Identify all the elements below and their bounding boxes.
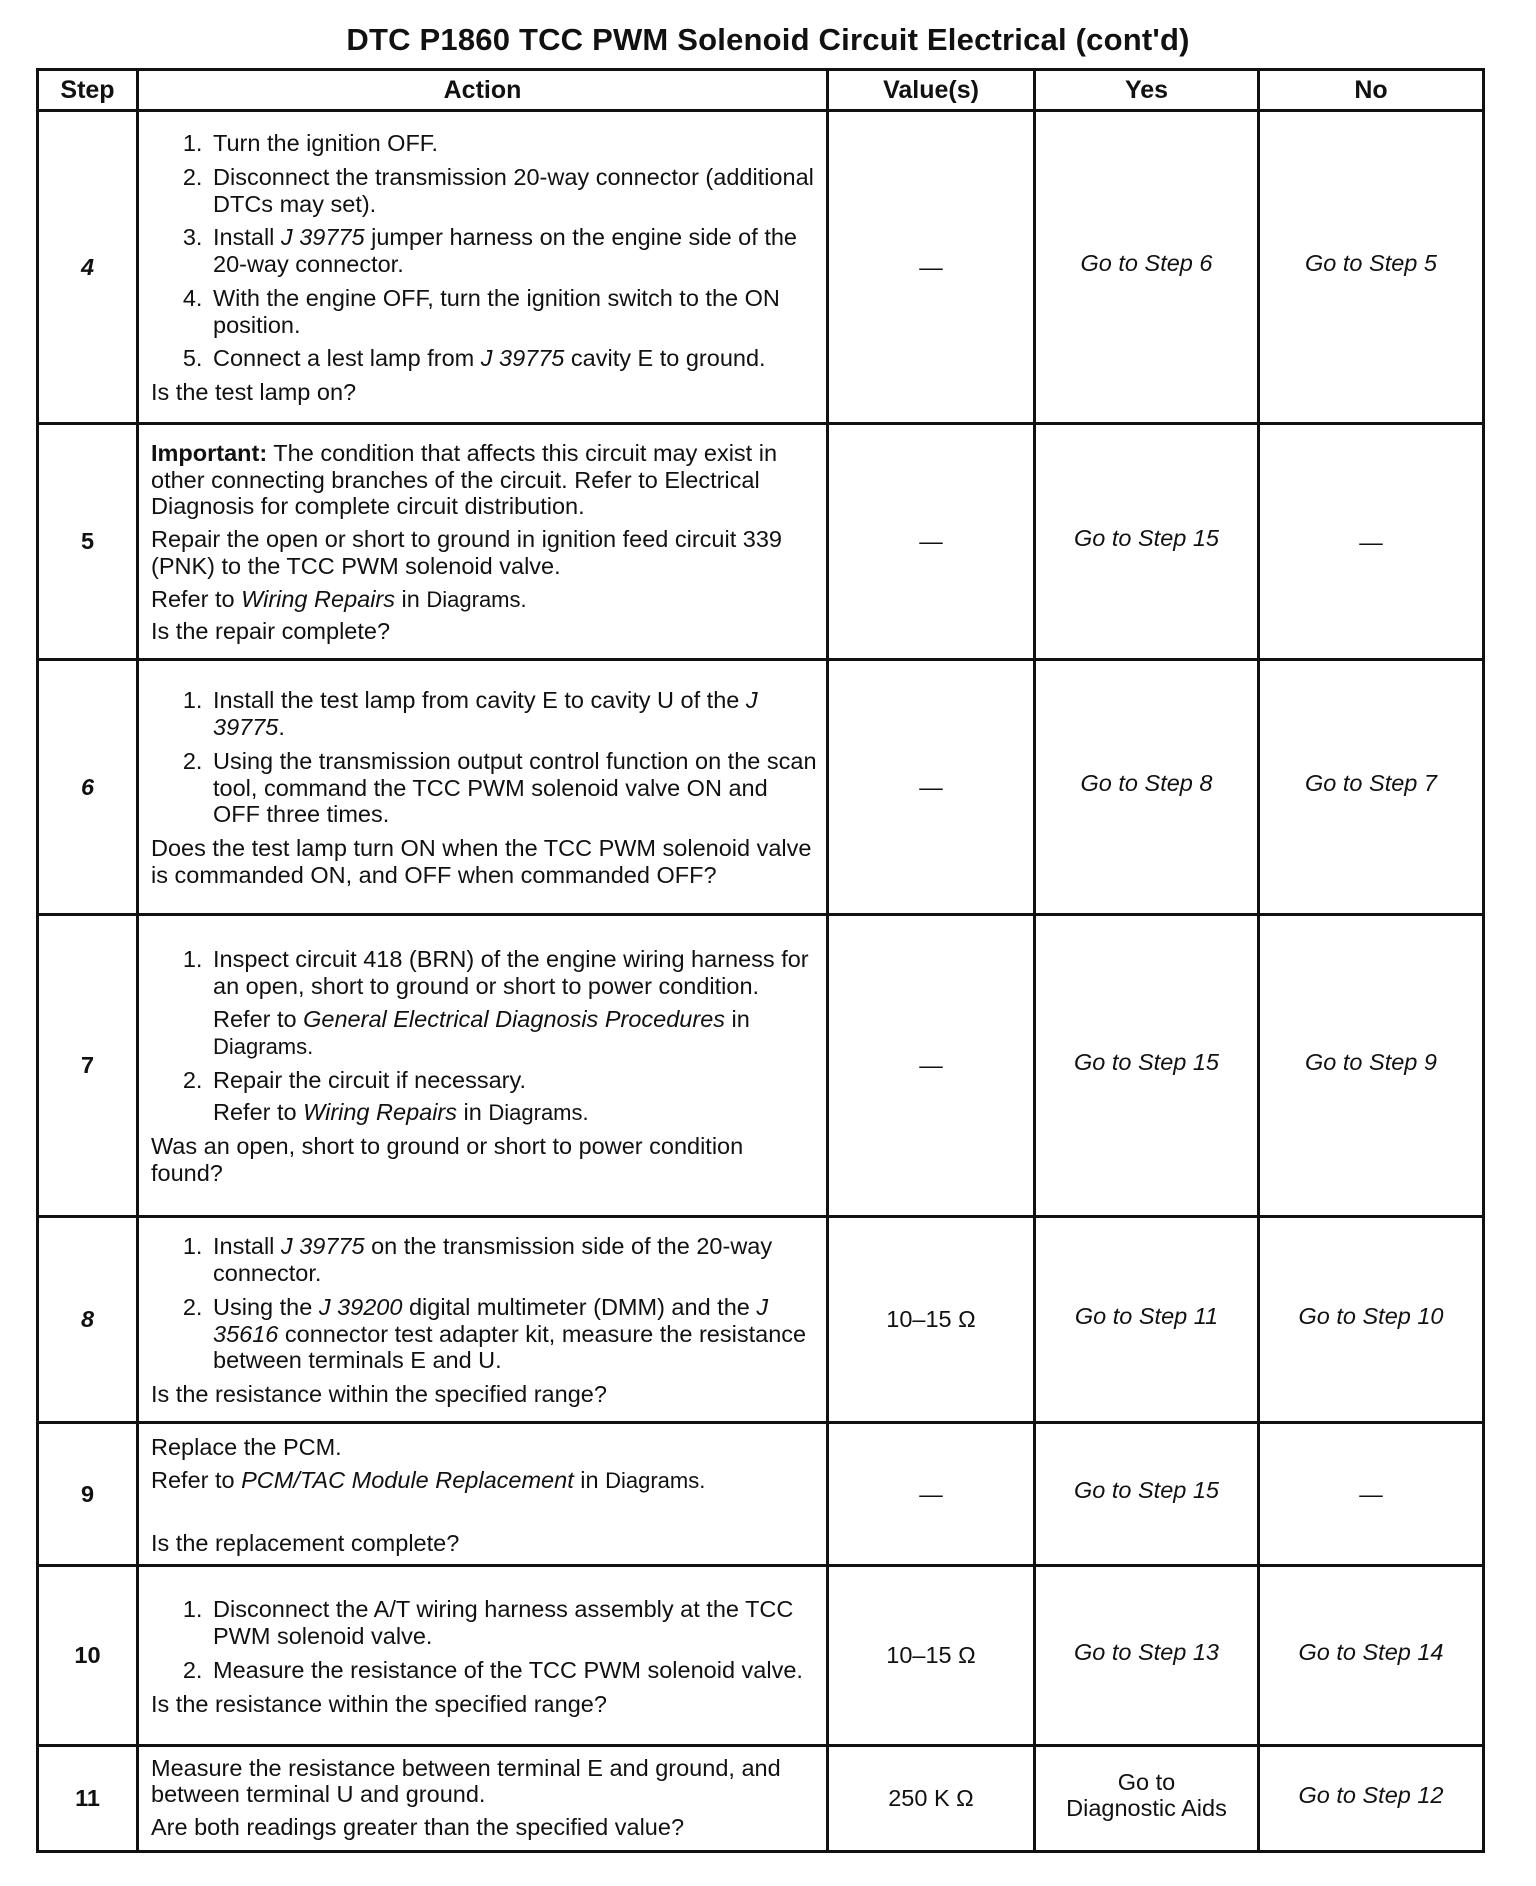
value-cell: —	[828, 111, 1035, 424]
yes-cell: Go to Step 13	[1035, 1566, 1259, 1746]
yes-cell: Go to Step 15	[1035, 915, 1259, 1217]
action-text: Replace the PCM.	[151, 1434, 342, 1460]
tool-reference: J 39775	[213, 687, 758, 741]
manual-reference: Wiring Repairs	[241, 585, 396, 612]
step-number: 9	[38, 1423, 138, 1566]
no-cell: Go to Step 7	[1259, 660, 1484, 915]
action-question: Is the test lamp on?	[151, 379, 357, 406]
table-row	[38, 1566, 1484, 1746]
table-header-row	[38, 70, 1484, 111]
action-cell	[138, 1423, 828, 1566]
value-cell: 10–15 Ω	[828, 1217, 1035, 1423]
step-number: 11	[38, 1746, 138, 1852]
value-cell: —	[828, 915, 1035, 1217]
value-cell: 250 K Ω	[828, 1746, 1035, 1852]
table-row	[38, 424, 1484, 660]
step-number: 8	[38, 1217, 138, 1423]
header-step: Step	[38, 70, 138, 111]
action-question: Is the resistance within the specified range?	[151, 1381, 607, 1408]
no-cell: —	[1259, 424, 1484, 660]
step-number: 6	[38, 660, 138, 915]
value-cell: —	[828, 424, 1035, 660]
table-row	[38, 1423, 1484, 1566]
action-question: Is the replacement complete?	[151, 1529, 460, 1556]
table-row	[38, 1746, 1484, 1852]
yes-line: Diagnostic Aids	[1066, 1795, 1227, 1822]
action-cell	[138, 111, 828, 424]
table-row	[38, 1217, 1484, 1423]
value-cell: 10–15 Ω	[828, 1566, 1035, 1746]
manual-reference: General Electrical Diagnosis Procedures	[303, 1005, 726, 1032]
manual-reference: Wiring Repairs	[303, 1099, 458, 1126]
action-cell	[138, 915, 828, 1217]
refer-text: Refer to PCM/TAC Module Replacement in Diagrams.	[151, 1466, 706, 1493]
header-yes: Yes	[1035, 70, 1259, 111]
no-cell: Go to Step 5	[1259, 111, 1484, 424]
no-cell: Go to Step 14	[1259, 1566, 1484, 1746]
action-cell	[138, 1746, 828, 1852]
tool-reference: J 39775	[480, 345, 565, 372]
action-list	[151, 687, 818, 828]
step-number: 7	[38, 915, 138, 1217]
action-question: Is the resistance within the specified range?	[151, 1690, 607, 1717]
refer-text: Refer to Wiring Repairs in Diagrams.	[151, 585, 527, 612]
tool-reference: J 39775	[280, 224, 365, 251]
action-cell	[138, 1566, 828, 1746]
yes-cell: Go to Step 15	[1035, 424, 1259, 660]
page-title: DTC P1860 TCC PWM Solenoid Circuit Electrical (cont'd)	[346, 22, 1190, 57]
value-cell: —	[828, 660, 1035, 915]
diagnostic-table	[36, 68, 1485, 1853]
action-list	[151, 130, 818, 372]
value-cell: —	[828, 1423, 1035, 1566]
action-item: 1. Turn the ignition OFF.	[209, 130, 818, 157]
tool-reference: J 39200	[318, 1293, 403, 1320]
manual-reference: PCM/TAC Module Replacement	[241, 1466, 574, 1493]
action-item: 2. Disconnect the transmission 20-way connector (additional DTCs may set).	[209, 164, 818, 218]
important-note: Important: The condition that affects this circuit may exist in other connecting branches of the circuit. Refer to Electrical Diagnosis for complete circuit distribution.	[151, 439, 778, 520]
action-question: Are both readings greater than the specified value?	[151, 1814, 685, 1841]
yes-cell	[1035, 1746, 1259, 1852]
action-item: 1. Inspect circuit 418 (BRN) of the engine wiring harness for an open, short to ground or short to power condition. Refer to General Electrical Diagnosis Procedures in Diagrams.	[209, 946, 818, 1059]
yes-cell: Go to Step 11	[1035, 1217, 1259, 1423]
no-cell: Go to Step 10	[1259, 1217, 1484, 1423]
action-text: Measure the resistance between terminal E and ground, and between terminal U and ground.	[151, 1754, 781, 1808]
action-list	[151, 1233, 818, 1374]
action-question: Was an open, short to ground or short to power condition found?	[151, 1133, 744, 1186]
action-item: 1. Install J 39775 on the transmission side of the 20-way connector.	[209, 1233, 818, 1287]
action-item: 2. Repair the circuit if necessary. Refer to Wiring Repairs in Diagrams.	[209, 1067, 818, 1127]
yes-cell: Go to Step 6	[1035, 111, 1259, 424]
yes-cell: Go to Step 8	[1035, 660, 1259, 915]
table-row	[38, 915, 1484, 1217]
no-cell: Go to Step 9	[1259, 915, 1484, 1217]
action-item: 2. Measure the resistance of the TCC PWM solenoid valve.	[209, 1657, 818, 1684]
action-item: 1. Install the test lamp from cavity E to cavity U of the J 39775.	[209, 687, 818, 741]
action-cell	[138, 660, 828, 915]
refer-text: Refer to General Electrical Diagnosis Procedures in Diagrams.	[213, 1005, 750, 1059]
action-question: Does the test lamp turn ON when the TCC PWM solenoid valve is commanded ON, and OFF when commanded OFF?	[151, 835, 812, 888]
action-item: 5. Connect a lest lamp from J 39775 cavity E to ground.	[209, 345, 818, 372]
action-item: 4. With the engine OFF, turn the ignition switch to the ON position.	[209, 285, 818, 339]
no-cell: Go to Step 12	[1259, 1746, 1484, 1852]
tool-reference: J 35616	[213, 1293, 769, 1347]
yes-cell: Go to Step 15	[1035, 1423, 1259, 1566]
step-number: 4	[38, 111, 138, 424]
important-label: Important:	[151, 439, 268, 466]
action-list	[151, 1596, 818, 1683]
table-row	[38, 111, 1484, 424]
yes-line: Go to	[1117, 1768, 1176, 1795]
header-action: Action	[138, 70, 828, 111]
action-item: 2. Using the transmission output control function on the scan tool, command the TCC PWM solenoid valve ON and OFF three times.	[209, 748, 818, 828]
action-list	[151, 946, 818, 1126]
step-number: 5	[38, 424, 138, 660]
action-question: Is the repair complete?	[151, 618, 391, 645]
action-cell	[138, 424, 828, 660]
action-item: 1. Disconnect the A/T wiring harness assembly at the TCC PWM solenoid valve.	[209, 1596, 818, 1650]
repair-text: Repair the open or short to ground in ignition feed circuit 339 (PNK) to the TCC PWM solenoid valve.	[151, 526, 782, 579]
tool-reference: J 39775	[280, 1233, 365, 1260]
action-item: 2. Using the J 39200 digital multimeter (DMM) and the J 35616 connector test adapter kit, measure the resistance between terminals E and U.	[209, 1294, 818, 1374]
header-no: No	[1259, 70, 1484, 111]
action-item: 3. Install J 39775 jumper harness on the engine side of the 20-way connector.	[209, 224, 818, 278]
table-row	[38, 660, 1484, 915]
no-cell: —	[1259, 1423, 1484, 1566]
step-number: 10	[38, 1566, 138, 1746]
header-value: Value(s)	[828, 70, 1035, 111]
action-cell	[138, 1217, 828, 1423]
refer-text: Refer to Wiring Repairs in Diagrams.	[213, 1099, 589, 1126]
